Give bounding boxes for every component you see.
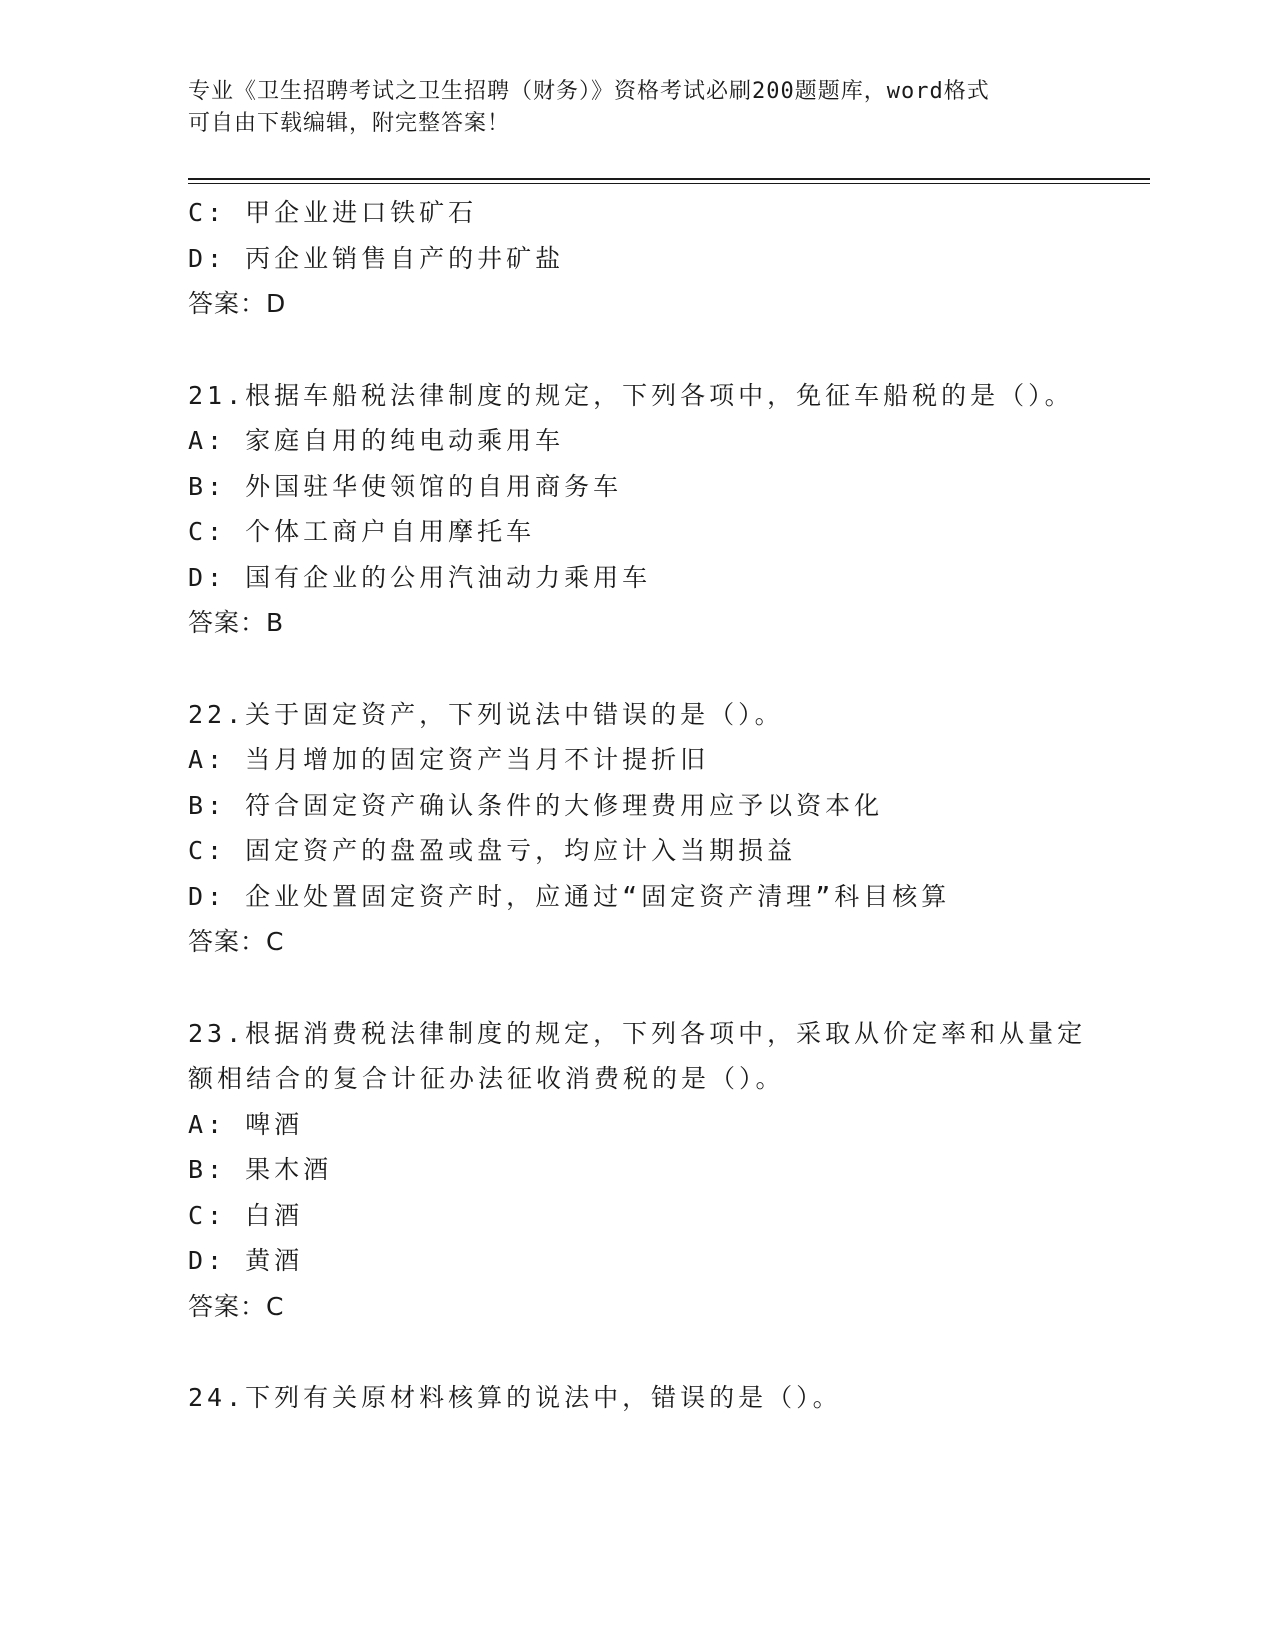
question-stem: 22.关于固定资产，下列说法中错误的是（）。 [188,699,784,729]
option-c: C: 甲企业进口铁矿石 [188,198,478,227]
question-22 [188,692,1088,965]
answer: 答案：C [188,927,285,956]
option-c: C: 个体工商户自用摩托车 [188,517,536,546]
header-line-1: 专业《卫生招聘考试之卫生招聘（财务）》资格考试必刷200题题库，word格式 [188,79,990,104]
question-list [188,190,1088,1421]
question-stem-line-2: 额相结合的复合计征办法征收消费税的是（）。 [188,1064,785,1093]
option-d: D: 丙企业销售自产的井矿盐 [188,243,565,273]
answer: 答案：C [188,1291,285,1321]
option-d: D: 黄酒 [188,1246,304,1275]
question-24 [188,1375,1088,1421]
header-divider-thick [188,178,1150,180]
question-stem-line-1: 23.根据消费税法律制度的规定，下列各项中，采取从价定率和从量定 [188,1018,1087,1048]
option-d: D: 国有企业的公用汽油动力乘用车 [188,562,652,592]
header-line-2: 可自由下载编辑，附完整答案！ [188,111,511,136]
question-21 [188,373,1088,646]
header-divider-thin [188,183,1150,184]
option-a: A: 啤酒 [188,1109,304,1139]
option-a: A: 家庭自用的纯电动乘用车 [188,426,565,455]
question-stem: 21.根据车船税法律制度的规定，下列各项中，免征车船税的是（）。 [188,380,1074,410]
option-b: B: 外国驻华使领馆的自用商务车 [188,471,623,501]
question-20-continued [188,190,1088,327]
spacer [188,1329,1088,1375]
option-b: B: 符合固定资产确认条件的大修理费用应予以资本化 [188,790,884,820]
option-c: C: 固定资产的盘盈或盘亏，均应计入当期损益 [188,836,797,865]
option-a: A: 当月增加的固定资产当月不计提折旧 [188,745,710,774]
option-b: B: 果木酒 [188,1155,333,1184]
option-d: D: 企业处置固定资产时，应通过“固定资产清理”科目核算 [188,881,951,911]
answer: 答案：D [188,289,287,318]
spacer [188,965,1088,1011]
question-23 [188,1011,1088,1330]
option-c: C: 白酒 [188,1200,304,1230]
spacer [188,646,1088,692]
spacer [188,327,1088,373]
answer: 答案：B [188,608,285,637]
document-header [188,76,1088,140]
question-stem: 24.下列有关原材料核算的说法中，错误的是（）。 [188,1383,842,1412]
